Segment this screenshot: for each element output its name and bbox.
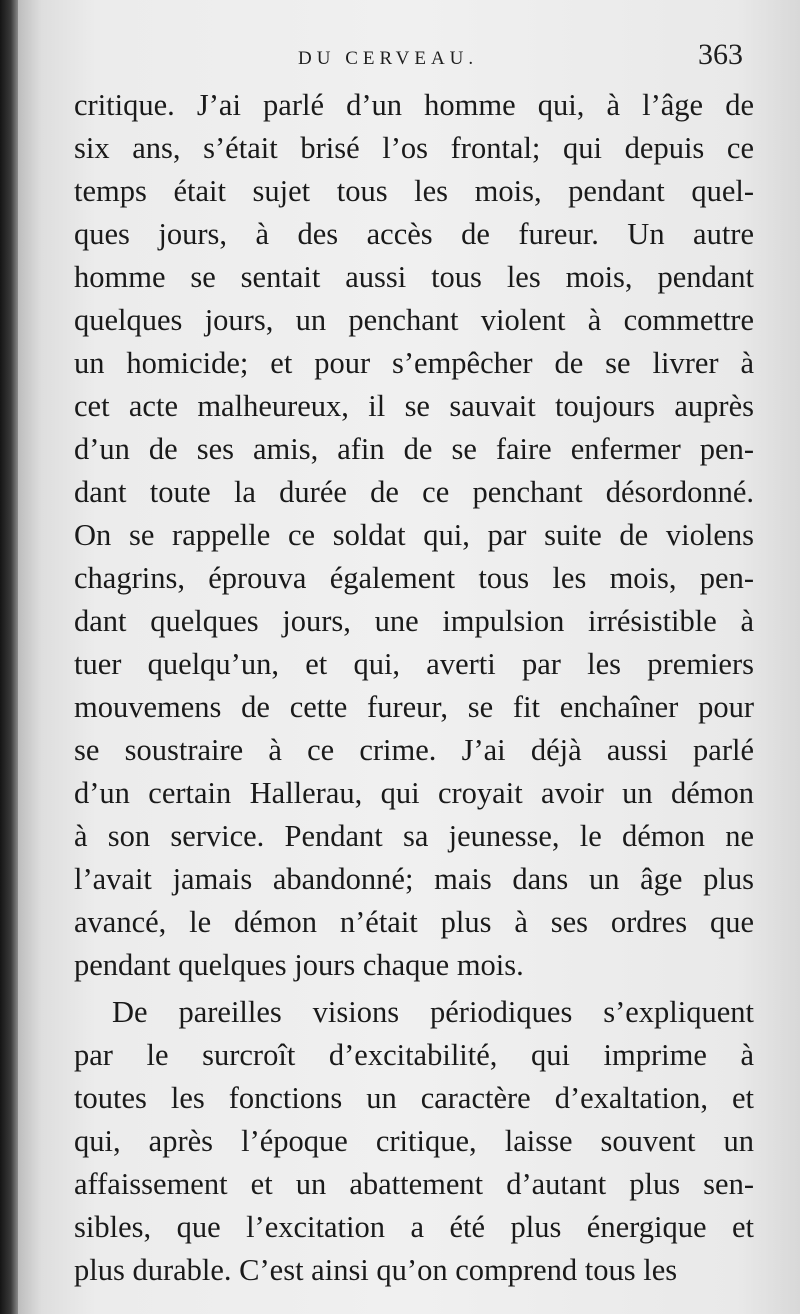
paragraph [74,84,754,987]
text-line: affaissement et un abattement d’autant plus sen- [74,1167,754,1201]
text-line: six ans, s’était brisé l’os frontal; qui depuis ce [74,131,754,165]
text-line: critique. J’ai parlé d’un homme qui, à l’âge de [74,88,754,122]
text-line: se soustraire à ce crime. J’ai déjà aussi parlé [74,733,754,767]
book-page [18,0,800,1314]
text-line: plus durable. C’est ainsi qu’on comprend tous les [74,1253,678,1287]
text-line: De pareilles visions périodiques s’expliquent [112,995,754,1029]
text-line: pendant quelques jours chaque mois. [74,948,524,982]
text-line: qui, après l’époque critique, laisse souvent un [74,1124,754,1158]
text-line: mouvemens de cette fureur, se fit enchaîner pour [74,690,754,724]
text-line: dant quelques jours, une impulsion irrésistible à [74,604,754,638]
text-line: chagrins, éprouva également tous les mois, pen- [74,561,754,595]
text-line: dant toute la durée de ce penchant désordonné. [74,475,754,509]
text-line: cet acte malheureux, il se sauvait toujours auprès [74,389,754,423]
text-line: un homicide; et pour s’empêcher de se livrer à [74,346,754,380]
text-line: d’un de ses amis, afin de se faire enfermer pen- [74,432,754,466]
text-line: avancé, le démon n’était plus à ses ordres que [74,905,754,939]
text-line: l’avait jamais abandonné; mais dans un âge plus [74,862,754,896]
text-line: ques jours, à des accès de fureur. Un autre [74,217,754,251]
running-head: DU CERVEAU. [298,48,479,69]
paragraph [74,991,754,1292]
body-text [74,84,754,1292]
text-line: On se rappelle ce soldat qui, par suite de violens [74,518,754,552]
page-gutter-shadow [0,0,18,1314]
page-header [18,38,800,78]
text-line: temps était sujet tous les mois, pendant quel- [74,174,754,208]
text-line: tuer quelqu’un, et qui, averti par les premiers [74,647,754,681]
text-line: d’un certain Hallerau, qui croyait avoir un démon [74,776,754,810]
text-line: à son service. Pendant sa jeunesse, le démon ne [74,819,754,853]
text-line: sibles, que l’excitation a été plus énergique et [74,1210,754,1244]
text-line: toutes les fonctions un caractère d’exaltation, et [74,1081,754,1115]
text-line: quelques jours, un penchant violent à commettre [74,303,754,337]
text-line: par le surcroît d’excitabilité, qui imprime à [74,1038,754,1072]
text-line: homme se sentait aussi tous les mois, pendant [74,260,754,294]
page-number: 363 [698,38,743,71]
